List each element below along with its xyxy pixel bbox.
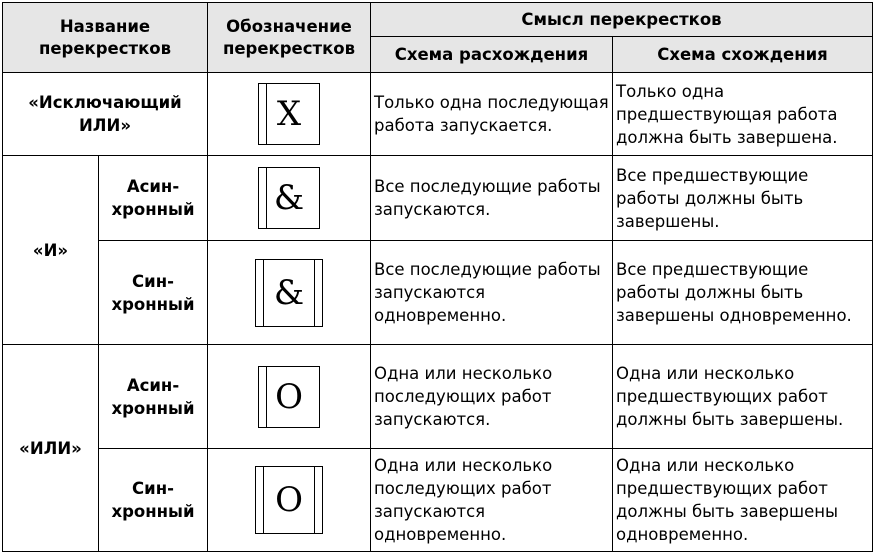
- header-meaning: Смысл перекрестков: [371, 3, 873, 37]
- or-sync-label: Син-хронный: [99, 449, 208, 552]
- header-symbol: Обозначение перекрестков: [208, 3, 371, 73]
- and-async-divergence: Все последующие работы запускаются.: [371, 156, 613, 241]
- header-divergence: Схема расхождения: [371, 37, 613, 73]
- xor-name: «Исключающий ИЛИ»: [3, 73, 208, 156]
- or-async-symbol-cell: [208, 345, 371, 449]
- and-async-label: Асин-хронный: [99, 156, 208, 241]
- or-sync-symbol: [255, 466, 323, 534]
- or-async-symbol: [258, 366, 320, 428]
- xor-symbol-cell: [208, 73, 371, 156]
- and-group-name: «И»: [3, 156, 99, 345]
- and-sync-label: Син-хронный: [99, 241, 208, 345]
- and-sync-glyph: &: [273, 272, 305, 313]
- and-sync-convergence: Все предшествующие работы должны быть завершены одновременно.: [613, 241, 873, 345]
- or-async-glyph: O: [275, 376, 303, 417]
- header-name: Название перекрестков: [3, 3, 208, 73]
- or-sync-symbol-cell: [208, 449, 371, 552]
- xor-divergence: Только одна последующая работа запускается.: [371, 73, 613, 156]
- and-async-symbol-cell: [208, 156, 371, 241]
- or-sync-convergence: Одна или несколько предшествующих работ должны быть завершены одновременно.: [613, 449, 873, 552]
- and-sync-divergence: Все последующие работы запускаются одновременно.: [371, 241, 613, 345]
- or-async-label: Асин-хронный: [99, 345, 208, 449]
- or-sync-glyph: O: [275, 480, 303, 520]
- table-row-or-sync: [3, 449, 873, 552]
- and-async-symbol: [258, 167, 320, 229]
- table-row-and-async: [3, 156, 873, 241]
- junctions-table: [2, 2, 873, 552]
- table-row-or-async: [3, 345, 873, 449]
- and-async-glyph: &: [273, 178, 305, 218]
- header-convergence: Схема схождения: [613, 37, 873, 73]
- and-sync-symbol-cell: [208, 241, 371, 345]
- xor-convergence: Только одна предшествующая работа должна быть завершена.: [613, 73, 873, 156]
- and-sync-symbol: [255, 259, 323, 327]
- or-group-name: «ИЛИ»: [3, 345, 99, 552]
- or-async-convergence: Одна или несколько предшествующих работ должны быть завершены.: [613, 345, 873, 449]
- and-async-convergence: Все предшествующие работы должны быть завершены.: [613, 156, 873, 241]
- table-row-and-sync: [3, 241, 873, 345]
- or-sync-divergence: Одна или несколько последующих работ запускаются одновременно.: [371, 449, 613, 552]
- xor-symbol: [258, 83, 320, 145]
- or-async-divergence: Одна или несколько последующих работ запускаются.: [371, 345, 613, 449]
- xor-glyph: X: [276, 94, 302, 134]
- table-row-xor: [3, 73, 873, 156]
